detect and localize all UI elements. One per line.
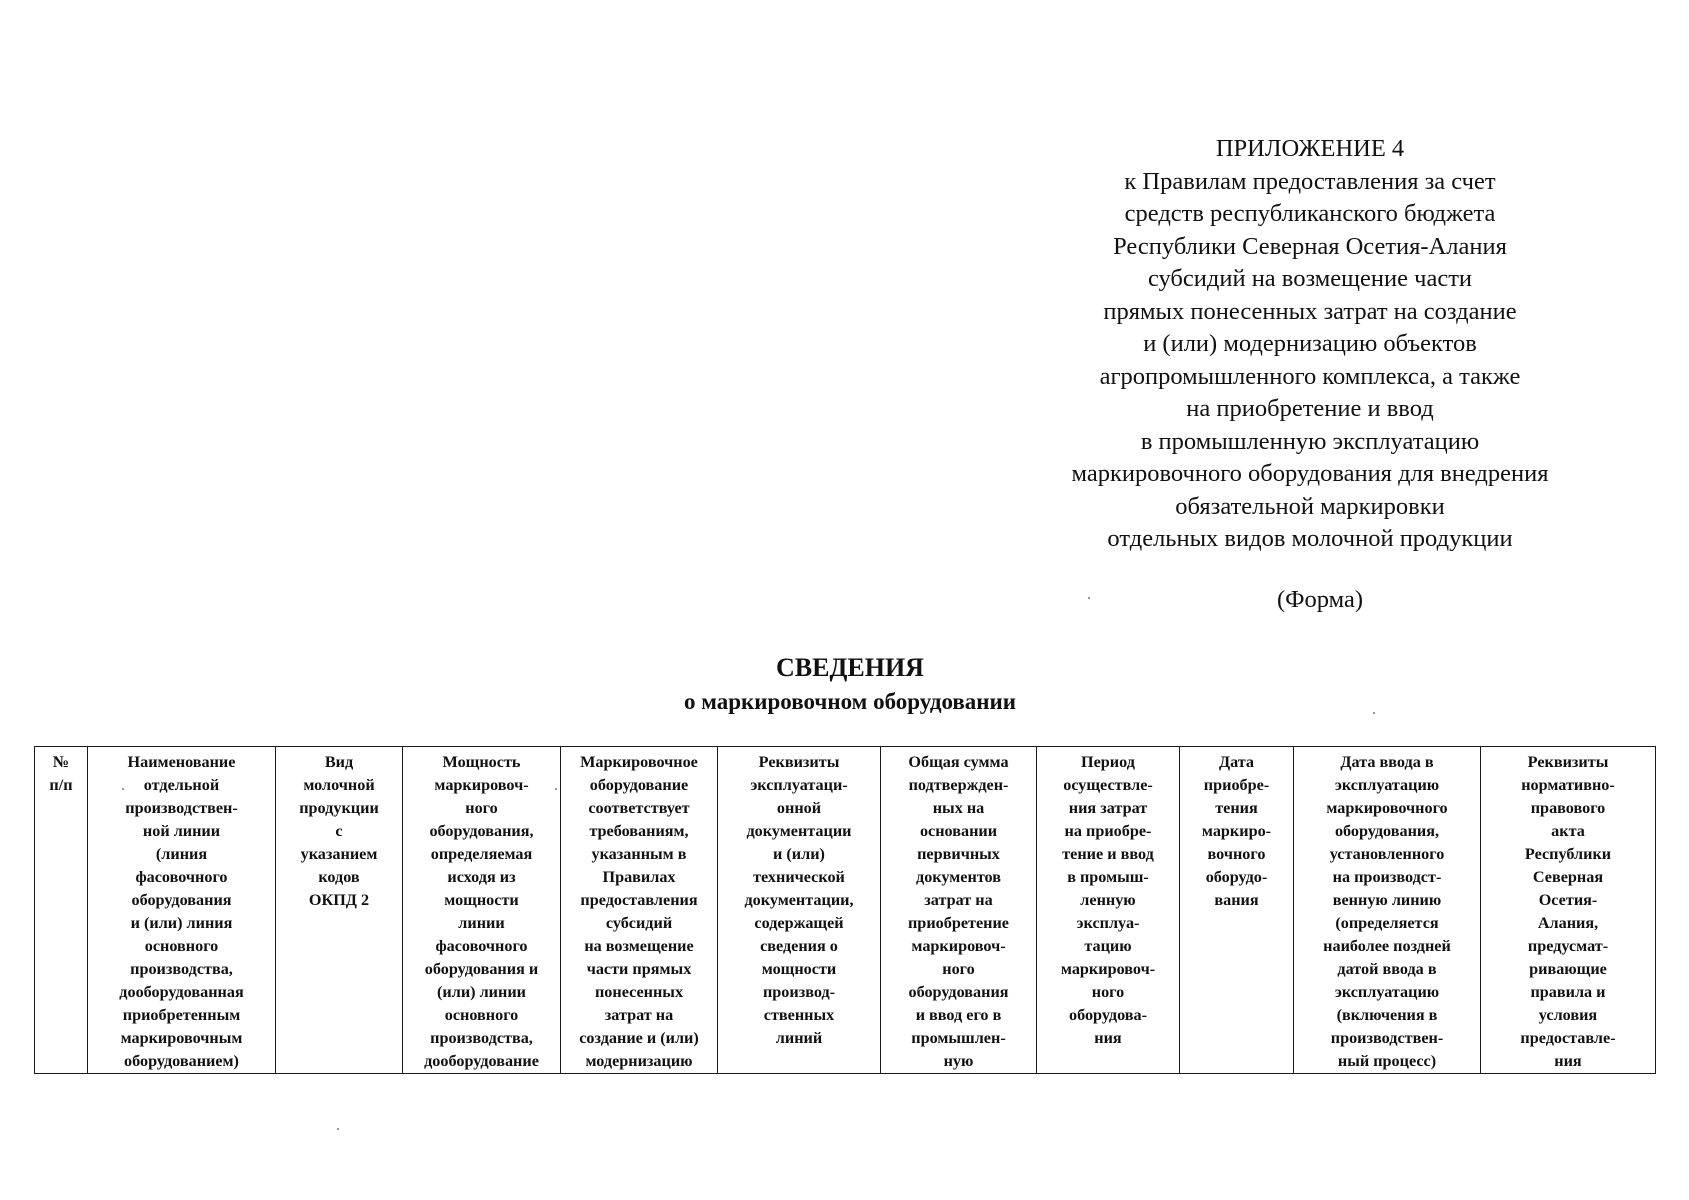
column-equipment-capacity [403,747,561,1074]
header-cell-text [37,751,85,797]
header-cell-line: затрат на [924,891,993,909]
header-cell-line: Правилах [602,868,676,886]
column-production-line-name [88,747,276,1074]
appendix-line: средств республиканского бюджета [1124,200,1496,227]
header-cell-line: ния [1554,1052,1582,1070]
header-cell-line: ной линии [142,822,221,840]
header-cell-line: исходя из [447,868,516,886]
scan-speck [122,788,124,790]
header-cell-line: модернизацию [585,1052,693,1070]
header-cell-line: оборудо- [1205,868,1268,886]
header-cell-line: и (или) [773,845,825,863]
header-cell-line: отдельной [143,776,220,794]
header-cell-line: тацию [1084,937,1132,955]
column-cost-period [1037,747,1180,1074]
scan-speck [337,1128,339,1130]
header-cell-line: оборудования, [429,822,534,840]
header-cell-line: производства, [430,1029,533,1047]
header-cell-line: основании [919,822,998,840]
header-cell-line: Дата [1218,753,1255,771]
scan-speck [1088,597,1090,599]
header-cell-line: наиболее поздней [1323,937,1451,955]
header-cell-text [1182,751,1291,912]
header-cell-line: ривающие [1529,960,1607,978]
appendix-header [1000,133,1620,556]
header-cell-line: продукции [299,799,379,817]
header-cell-line: на производст- [1332,868,1442,886]
header-cell-line: ный процесс) [1337,1052,1437,1070]
column-legal-act-details [1481,747,1656,1074]
appendix-line: к Правилам предоставления за счет [1124,167,1496,195]
header-cell-line: (линия [155,845,208,863]
header-cell-line: приобре- [1203,776,1270,794]
header-cell-line: осуществле- [1063,776,1153,794]
header-cell-line: (определяется [1335,914,1439,932]
column-product-type [276,747,403,1074]
header-cell-line: ного [465,799,498,817]
header-cell-line: (включения в [1336,1006,1438,1024]
header-cell-line: создание и (или) [579,1029,699,1047]
document-title: СВЕДЕНИЯ [776,653,924,682]
appendix-line: субсидий на возмещение части [1147,265,1473,292]
appendix-line: прямых понесенных затрат на создание [1103,297,1517,325]
header-cell-line: вания [1214,891,1259,909]
header-cell-line: производствен- [1330,1029,1444,1047]
header-cell-line: мощности [444,891,519,909]
header-cell-line: Маркировочное [580,753,698,771]
header-cell-line: Алания, [1537,914,1599,932]
document-subtitle: о маркировочном оборудовании [683,689,1017,714]
header-cell-text [883,751,1034,1073]
header-cell-line: промышлен- [911,1029,1006,1047]
header-cell-line: оборудова- [1068,1006,1148,1024]
header-cell-line: оборудования, [1334,822,1440,840]
header-cell-line: фасовочного [435,937,528,955]
header-cell-text [720,751,878,1050]
header-cell-line: линии [458,914,505,932]
appendix-line: Республики Северная Осетия-Алания [1113,232,1507,260]
header-cell-line: установленного [1329,845,1445,863]
header-cell-line: оборудование [589,776,689,794]
header-cell-line: акта [1551,822,1585,840]
header-cell-line: Мощность [442,753,521,771]
header-cell-line: основного [144,937,219,955]
header-cell-line: Реквизиты [758,753,840,771]
header-cell-line: маркировоч- [434,776,529,794]
header-cell-line: с [335,822,343,840]
header-cell-line: маркировочного [1326,799,1448,817]
header-cell-line: эксплуатацию [1334,776,1440,794]
header-cell-line: и ввод его в [915,1006,1002,1024]
appendix-line: ПРИЛОЖЕНИЕ 4 [1215,135,1405,162]
column-equipment-compliance [561,747,718,1074]
header-cell-line: молочной [303,776,375,794]
form-label: (Форма) [1276,586,1363,613]
header-cell-line: мощности [761,960,837,978]
header-cell-line: ного [942,960,975,978]
header-cell-line: нормативно- [1521,776,1615,794]
header-cell-line: оборудования [908,983,1009,1001]
header-cell-line: ния [1094,1029,1122,1047]
header-cell-line: ленную [1080,891,1136,909]
header-cell-line: части прямых [586,960,692,978]
table-header-row [35,747,1656,1074]
appendix-line: обязательной маркировки [1175,492,1445,520]
header-cell-line: Общая сумма [908,753,1009,771]
header-cell-line: предусмат- [1527,937,1609,955]
header-cell-text [90,751,273,1073]
header-cell-line: предоставле- [1520,1029,1616,1047]
header-cell-line: эксплуатацию [1334,983,1440,1001]
header-cell-text [1483,751,1653,1073]
header-cell-line: п/п [49,776,73,794]
header-cell-line: на возмещение [584,937,694,955]
appendix-line: в промышленную эксплуатацию [1140,427,1480,455]
scan-speck [555,788,557,790]
header-cell-line: первичных [917,845,1000,863]
header-cell-text [1039,751,1177,1050]
header-cell-line: определяемая [430,845,533,863]
header-cell-line: документации [746,822,852,840]
header-cell-line: Реквизиты [1527,753,1609,771]
header-cell-line: ную [943,1052,974,1070]
header-cell-line: Осетия- [1538,891,1598,909]
header-cell-line: субсидий [605,914,673,932]
header-cell-line: соответствует [588,799,690,817]
header-cell-line: дооборудование [424,1052,539,1070]
header-cell-line: эксплуатаци- [750,776,848,794]
header-cell-line: содержащей [754,914,844,932]
header-cell-line: № [52,753,70,771]
header-cell-line: тения [1215,799,1258,817]
header-cell-line: понесенных [594,983,684,1001]
header-cell-line: приобретенным [122,1006,241,1024]
header-cell-line: Дата ввода в [1340,753,1434,771]
header-cell-line: затрат на [604,1006,674,1024]
appendix-line: маркировочного оборудования для внедрения [1071,460,1549,487]
header-cell-line: маркиро- [1201,822,1272,840]
appendix-line: и (или) модернизацию объектов [1143,330,1477,357]
header-cell-line: вочного [1207,845,1266,863]
header-cell-line: дооборудованная [119,983,244,1001]
header-cell-line: Наименование [127,753,236,771]
header-cell-line: кодов [318,868,360,886]
header-cell-text [563,751,715,1073]
header-cell-text [278,751,400,912]
column-total-costs [881,747,1037,1074]
column-commissioning-date [1294,747,1481,1074]
header-cell-line: маркировочным [120,1029,243,1047]
header-cell-line: производства, [130,960,233,978]
header-cell-line: основного [444,1006,519,1024]
header-cell-line: правового [1530,799,1606,817]
header-cell-line: условия [1538,1006,1598,1024]
header-cell-line: подтвержден- [908,776,1009,794]
header-cell-line: сведения о [760,937,838,955]
header-cell-line: производ- [762,983,836,1001]
header-cell-line: онной [776,799,822,817]
header-cell-line: приобретение [907,914,1009,932]
header-cell-line: ОКПД 2 [308,891,370,909]
equipment-table [34,746,1656,1074]
header-cell-line: линий [775,1029,823,1047]
header-cell-line: венную линию [1332,891,1442,909]
header-cell-line: маркировоч- [1060,960,1156,978]
header-cell-line: ного [1091,983,1125,1001]
header-cell-line: правила и [1530,983,1606,1001]
column-documentation-details [718,747,881,1074]
header-cell-line: и (или) линия [130,914,233,932]
column-number [35,747,88,1074]
header-cell-line: Вид [324,753,354,771]
header-cell-text [1296,751,1478,1073]
header-cell-line: оборудования и [424,960,539,978]
header-cell-line: в промыш- [1067,868,1149,886]
header-cell-line: технической [753,868,845,886]
header-cell-line: указанным в [591,845,687,863]
header-cell-line: требованиям, [589,822,689,840]
header-cell-text [405,751,558,1073]
header-cell-line: (или) линии [437,983,526,1001]
header-cell-line: ных на [932,799,985,817]
header-cell-line: ственных [763,1006,835,1024]
header-cell-line: указанием [300,845,378,863]
header-cell-line: ния затрат [1068,799,1148,817]
header-cell-line: предоставления [580,891,698,909]
header-cell-line: оборудования [131,891,232,909]
scan-speck [1373,712,1375,714]
appendix-line: агропромышленного комплекса, а также [1099,362,1521,390]
appendix-line: отдельных видов молочной продукции [1107,525,1513,552]
header-cell-line: оборудованием) [124,1052,239,1070]
header-cell-line: Республики [1524,845,1612,863]
header-cell-line: на приобре- [1064,822,1152,840]
header-cell-line: Период [1081,753,1135,771]
appendix-line: на приобретение и ввод [1186,395,1434,422]
header-cell-line: датой ввода в [1337,960,1437,978]
header-cell-line: маркировоч- [911,937,1006,955]
header-cell-line: эксплуа- [1076,914,1140,932]
header-cell-line: производствен- [125,799,238,817]
header-cell-line: документов [916,868,1001,886]
header-cell-line: документации, [744,891,854,909]
header-cell-line: тение и ввод [1062,845,1154,863]
column-acquisition-date [1180,747,1294,1074]
header-cell-line: Северная [1532,868,1604,886]
header-cell-line: фасовочного [135,868,228,886]
